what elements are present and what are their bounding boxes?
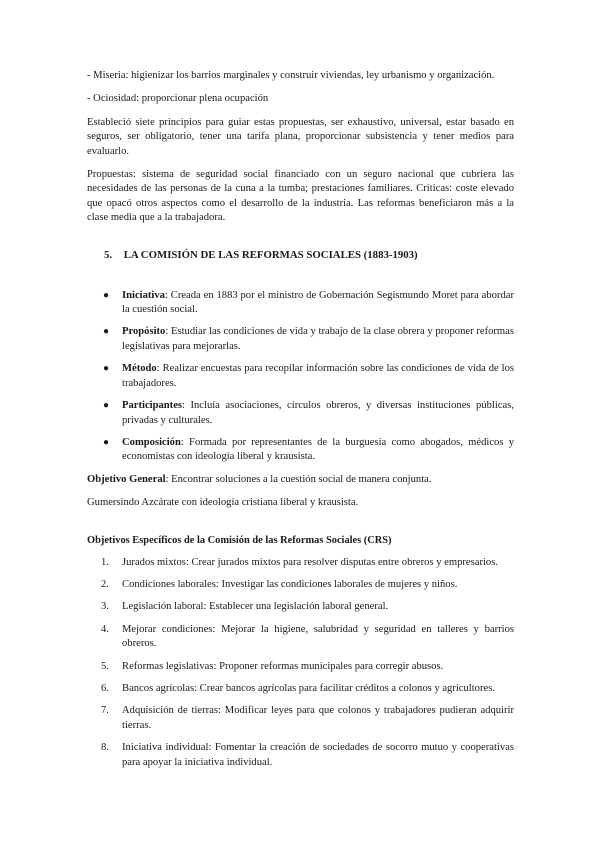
item-number: 8. xyxy=(101,742,109,754)
list-item xyxy=(87,660,514,674)
item-number: 2. xyxy=(101,578,109,590)
list-item xyxy=(87,436,514,465)
bullet-text: : Incluía asociaciones, círculos obreros, y diversas instituciones públicas, privadas y culturales. xyxy=(122,400,514,426)
bullet-text: : Realizar encuestas para recopilar información sobre las condiciones de vida de los trabajadores. xyxy=(122,363,514,389)
list-item xyxy=(87,289,514,318)
characteristics-list xyxy=(87,289,514,465)
item-text: Jurados mixtos: Crear jurados mixtos para resolver disputas entre obreros y empresarios. xyxy=(122,556,498,568)
section-heading xyxy=(104,248,514,262)
bullet-term: Propósito xyxy=(122,326,166,338)
especificos-list xyxy=(87,556,514,770)
section-title: LA COMISIÓN DE LAS REFORMAS SOCIALES (1883-1903) xyxy=(123,248,418,261)
bullet-text: : Formada por representantes de la burguesía como abogados, médicos y economistas con ideología liberal y krausista. xyxy=(122,436,514,463)
miseria-line: - Miseria: higienizar los barrios marginales y construir viviendas, ley urbanismo y organización. xyxy=(87,70,495,81)
list-item xyxy=(87,741,514,770)
item-text: Reformas legislativas: Proponer reformas municipales para corregir abusos. xyxy=(122,660,444,672)
list-item xyxy=(87,578,514,592)
bullet-icon: ● xyxy=(103,326,110,338)
bullet-icon: ● xyxy=(103,289,110,301)
item-text: Bancos agrícolas: Crear bancos agrícolas para facilitar créditos a colonos y agricultores. xyxy=(122,682,495,694)
page-content xyxy=(87,69,514,778)
list-item xyxy=(87,704,514,733)
bullet-text: : Estudiar las condiciones de vida y trabajo de la clase obrera y proponer reformas legislativas para mejorarlas. xyxy=(122,326,514,352)
bullet-term: Composición xyxy=(122,436,181,448)
list-item xyxy=(87,399,514,428)
list-item xyxy=(87,362,514,391)
objetivo-general-text: : Encontrar soluciones a la cuestión social de manera conjunta. xyxy=(165,473,432,485)
bullet-icon: ● xyxy=(103,436,110,448)
section-number: 5. xyxy=(104,248,113,261)
bullet-term: Iniciativa xyxy=(122,289,165,301)
item-number: 1. xyxy=(101,556,109,568)
principios-paragraph: Estableció siete principios para guiar estas propuestas, ser exhaustivo, universal, estar basado en seguros, ser obligatorio, tener una tarifa plana, proporcionar subsistencia y tener medios para evaluarlo. xyxy=(87,116,514,157)
bullet-text: : Creada en 1883 por el ministro de Gobernación Segismundo Moret para abordar la cuestión social. xyxy=(122,289,514,316)
item-number: 7. xyxy=(101,705,109,717)
list-item xyxy=(87,600,514,614)
item-text: Legislación laboral: Establecer una legislación laboral general. xyxy=(122,601,389,613)
propuestas-paragraph: Propuestas: sistema de seguridad social financiado con un seguro nacional que cubriera las necesidades de las personas de la cuna a la tumba; prestaciones familiares. Críticas: coste elevado que opacó otros aspectos como el desarrollo de la industria. Las reformas beneficiaron más a la clase media que a la trabajadora. xyxy=(87,169,514,224)
list-item xyxy=(87,556,514,570)
bullet-term: Método xyxy=(122,363,157,375)
especificos-heading: Objetivos Específicos de la Comisión de las Reformas Sociales (CRS) xyxy=(87,534,392,546)
ociosidad-line: - Ociosidad: proporcionar plena ocupación xyxy=(87,93,269,105)
objetivo-general-label: Objetivo General xyxy=(87,473,166,485)
list-item xyxy=(87,325,514,354)
item-number: 5. xyxy=(101,660,109,672)
gumersindo-line: Gumersindo Azcárate con ideología cristiana liberal y krausista. xyxy=(87,497,359,509)
list-item xyxy=(87,682,514,696)
item-number: 6. xyxy=(101,682,109,694)
objetivo-general xyxy=(87,473,514,487)
bullet-term: Participantes xyxy=(122,400,183,412)
bullet-icon: ● xyxy=(103,363,110,375)
item-text: Mejorar condiciones: Mejorar la higiene, salubridad y seguridad en talleres y barrios obreros. xyxy=(122,623,514,650)
item-text: Adquisición de tierras: Modificar leyes para que colonos y trabajadores pudieran adquirir tierras. xyxy=(122,705,514,731)
item-number: 4. xyxy=(101,623,109,635)
item-text: Iniciativa individual: Fomentar la creación de sociedades de socorro mutuo y cooperativas para apoyar la iniciativa individual. xyxy=(122,742,514,768)
bullet-icon: ● xyxy=(103,400,110,412)
item-text: Condiciones laborales: Investigar las condiciones laborales de mujeres y niños. xyxy=(122,578,458,590)
list-item xyxy=(87,623,514,652)
item-number: 3. xyxy=(101,601,109,613)
